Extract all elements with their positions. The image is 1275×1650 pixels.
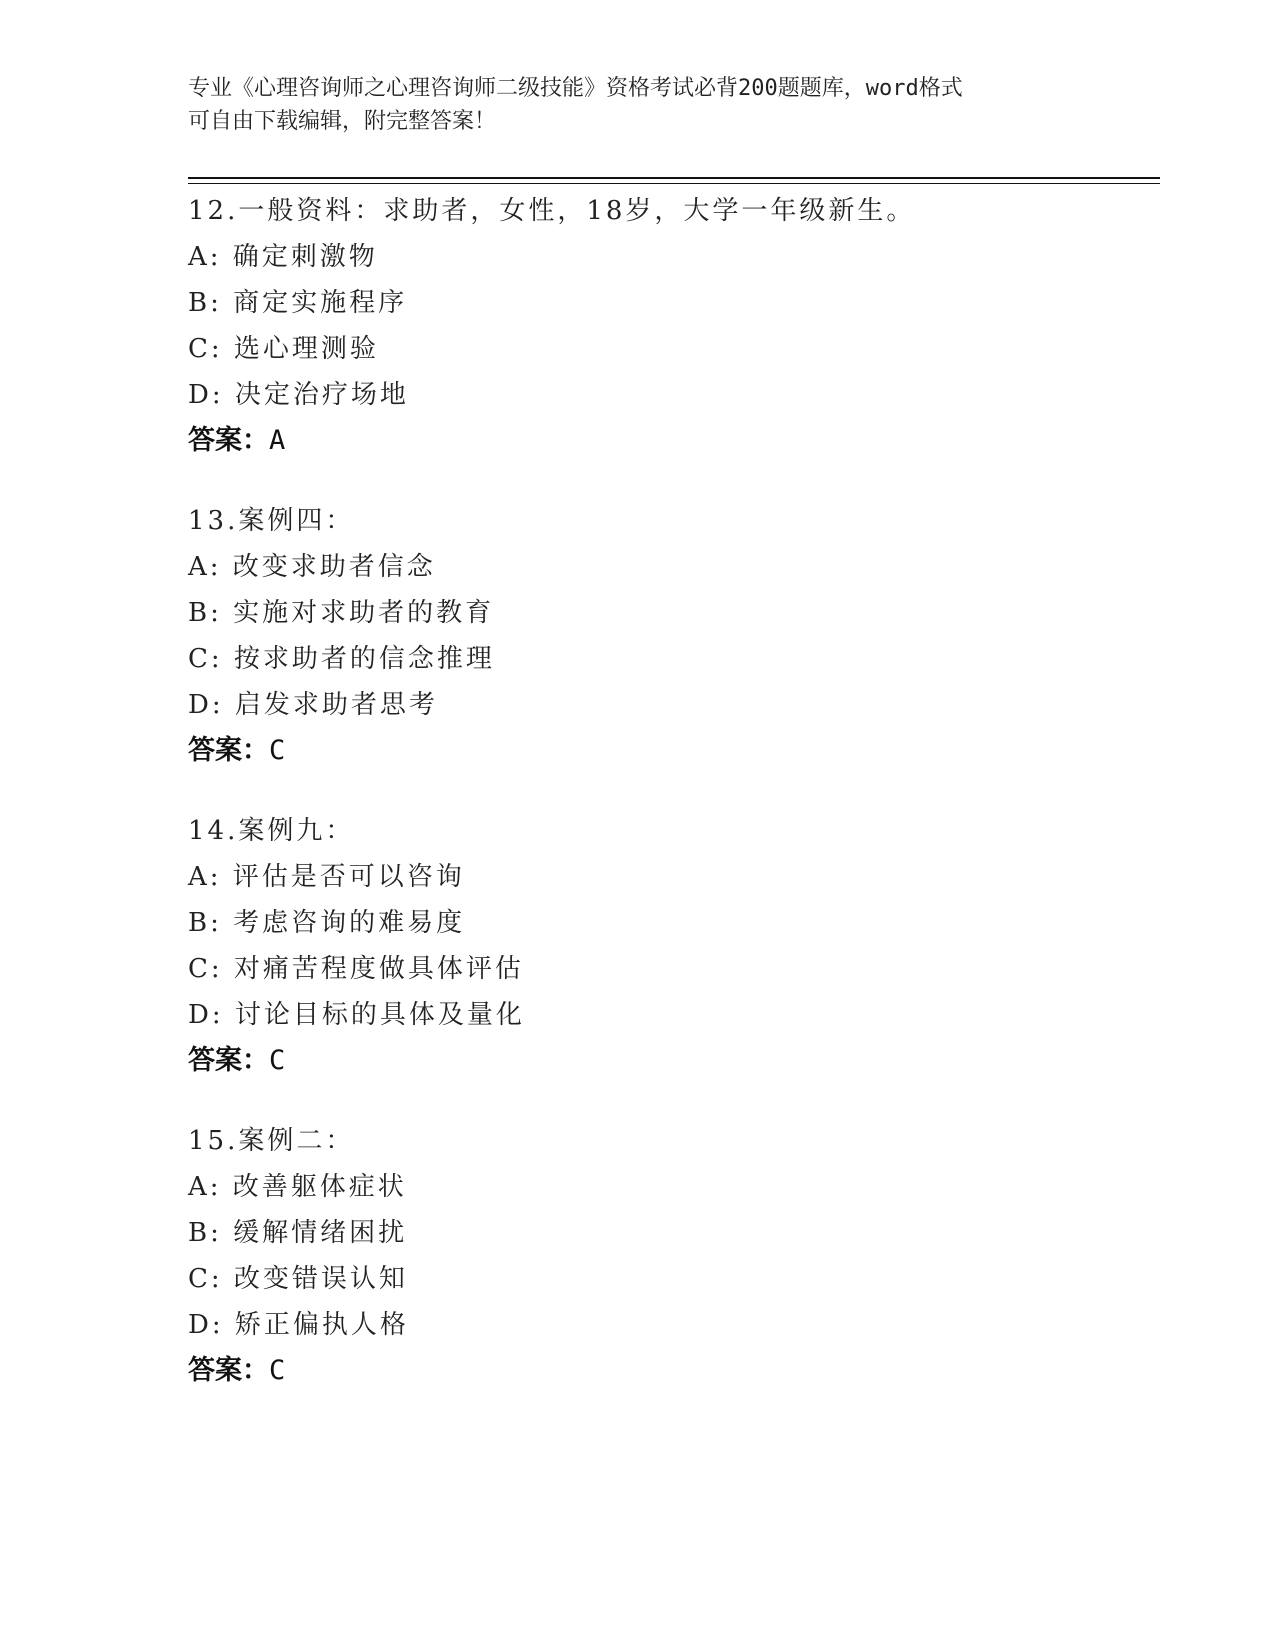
answer-value: A (269, 425, 286, 456)
answer-value: C (269, 1045, 286, 1076)
answer-label: 答案： (188, 735, 269, 766)
answer-line (188, 728, 1148, 774)
header-divider-thick (188, 177, 1160, 179)
option-a: A: 确定刺激物 (188, 242, 378, 272)
option-c: C: 选心理测验 (188, 334, 379, 364)
header-line-2: 可自由下载编辑，附完整答案！ (188, 109, 497, 134)
question-14 (188, 808, 1148, 1084)
answer-value: C (269, 735, 286, 766)
option-c: C: 对痛苦程度做具体评估 (188, 954, 524, 984)
option-b: B: 考虑咨询的难易度 (188, 908, 466, 938)
option-a: A: 改善躯体症状 (188, 1172, 407, 1202)
option-d: D: 矫正偏执人格 (188, 1310, 409, 1340)
option-a: A: 评估是否可以咨询 (188, 862, 465, 892)
option-d: D: 决定治疗场地 (188, 380, 409, 410)
option-a: A: 改变求助者信念 (188, 552, 436, 582)
question-stem: 15.案例二： (188, 1126, 355, 1156)
answer-line (188, 1348, 1148, 1394)
answer-label: 答案： (188, 1355, 269, 1386)
document-header (188, 72, 1088, 138)
answer-label: 答案： (188, 425, 269, 456)
answer-value: C (269, 1355, 286, 1386)
option-b: B: 实施对求助者的教育 (188, 598, 495, 628)
question-stem: 14.案例九： (188, 816, 355, 846)
header-divider-thin (188, 183, 1160, 184)
question-stem: 13.案例四： (188, 506, 355, 536)
header-line-1: 专业《心理咨询师之心理咨询师二级技能》资格考试必背200题题库，word格式 (188, 76, 963, 101)
option-b: B: 商定实施程序 (188, 288, 408, 318)
answer-line (188, 1038, 1148, 1084)
answer-label: 答案： (188, 1045, 269, 1076)
question-13 (188, 498, 1148, 774)
question-12 (188, 188, 1148, 464)
answer-line (188, 418, 1148, 464)
question-15 (188, 1118, 1148, 1394)
question-stem: 12.一般资料：求助者，女性，18岁，大学一年级新生。 (188, 196, 916, 226)
option-c: C: 按求助者的信念推理 (188, 644, 495, 674)
option-c: C: 改变错误认知 (188, 1264, 408, 1294)
option-d: D: 启发求助者思考 (188, 690, 438, 720)
option-d: D: 讨论目标的具体及量化 (188, 1000, 525, 1030)
option-b: B: 缓解情绪困扰 (188, 1218, 408, 1248)
